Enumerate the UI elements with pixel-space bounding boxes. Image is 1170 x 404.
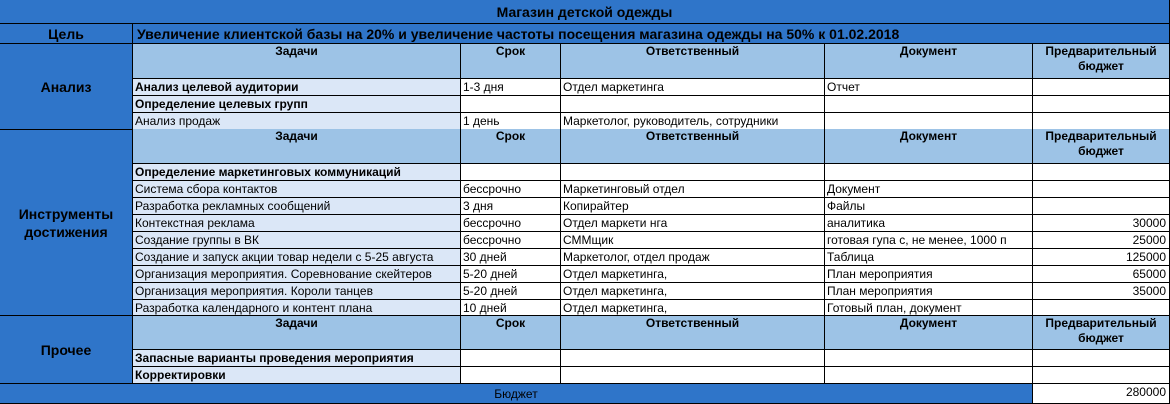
term-cell[interactable]	[461, 96, 561, 113]
responsible-cell[interactable]: Маркетолог, руководитель, сотрудники	[561, 113, 825, 130]
section-label[interactable]: Инструменты достижения	[0, 130, 133, 316]
document-cell[interactable]: План мероприятия	[825, 266, 1033, 283]
term-cell[interactable]: бессрочно	[461, 181, 561, 198]
goal-label[interactable]: Цель	[0, 24, 133, 44]
budget-cell[interactable]	[1033, 164, 1170, 181]
document-cell[interactable]: аналитика	[825, 215, 1033, 232]
column-header-budget[interactable]: Предварительный бюджет	[1033, 44, 1170, 79]
task-cell[interactable]: Разработка рекламных сообщений	[133, 198, 461, 215]
task-cell[interactable]: Определение целевых групп	[133, 96, 461, 113]
document-cell[interactable]	[825, 113, 1033, 130]
sheet-title[interactable]: Магазин детской одежды	[0, 0, 1170, 24]
task-cell[interactable]: Запасные варианты проведения мероприятия	[133, 350, 461, 367]
document-cell[interactable]	[825, 367, 1033, 384]
term-cell[interactable]: 30 дней	[461, 249, 561, 266]
document-cell[interactable]: Готовый план, документ	[825, 300, 1033, 316]
budget-cell[interactable]	[1033, 79, 1170, 96]
budget-cell[interactable]: 65000	[1033, 266, 1170, 283]
budget-cell[interactable]: 25000	[1033, 232, 1170, 249]
task-cell[interactable]: Создание группы в ВК	[133, 232, 461, 249]
task-cell[interactable]: Система сбора контактов	[133, 181, 461, 198]
term-cell[interactable]: бессрочно	[461, 215, 561, 232]
responsible-cell[interactable]	[561, 96, 825, 113]
column-header-tasks[interactable]: Задачи	[133, 316, 461, 350]
document-cell[interactable]: готовая гупа с, не менее, 1000 п	[825, 232, 1033, 249]
document-cell[interactable]: План мероприятия	[825, 283, 1033, 300]
term-cell[interactable]: 10 дней	[461, 300, 561, 316]
responsible-cell[interactable]: Копирайтер	[561, 198, 825, 215]
task-cell[interactable]: Анализ продаж	[133, 113, 461, 130]
section-label[interactable]: Прочее	[0, 316, 133, 384]
responsible-cell[interactable]: Отдел маркети нга	[561, 215, 825, 232]
budget-total-label[interactable]: Бюджет	[0, 384, 1033, 404]
budget-cell[interactable]	[1033, 113, 1170, 130]
term-cell[interactable]	[461, 164, 561, 181]
column-header-budget[interactable]: Предварительный бюджет	[1033, 316, 1170, 350]
task-cell[interactable]: Создание и запуск акции товар недели с 5-25 августа	[133, 249, 461, 266]
term-cell[interactable]	[461, 350, 561, 367]
responsible-cell[interactable]: Маркетолог, отдел продаж	[561, 249, 825, 266]
document-cell[interactable]: Отчет	[825, 79, 1033, 96]
column-header-document[interactable]: Документ	[825, 44, 1033, 79]
task-cell[interactable]: Контекстная реклама	[133, 215, 461, 232]
budget-total-value[interactable]: 280000	[1033, 384, 1170, 404]
term-cell[interactable]: 1-3 дня	[461, 79, 561, 96]
task-cell[interactable]: Организация мероприятия. Короли танцев	[133, 283, 461, 300]
responsible-cell[interactable]	[561, 367, 825, 384]
document-cell[interactable]: Документ	[825, 181, 1033, 198]
task-cell[interactable]: Определение маркетинговых коммуникаций	[133, 164, 461, 181]
column-header-document[interactable]: Документ	[825, 316, 1033, 350]
goal-text[interactable]: Увеличение клиентской базы на 20% и увеличение частоты посещения магазина одежды на 50% к 01.02.2018	[133, 24, 1170, 44]
budget-cell[interactable]: 35000	[1033, 283, 1170, 300]
responsible-cell[interactable]: СММщик	[561, 232, 825, 249]
budget-cell[interactable]	[1033, 198, 1170, 215]
responsible-cell[interactable]: Отдел маркетинга	[561, 79, 825, 96]
document-cell[interactable]	[825, 350, 1033, 367]
responsible-cell[interactable]: Отдел маркетинга,	[561, 300, 825, 316]
document-cell[interactable]: Файлы	[825, 198, 1033, 215]
section-label[interactable]: Анализ	[0, 44, 133, 130]
column-header-tasks[interactable]: Задачи	[133, 44, 461, 79]
responsible-cell[interactable]	[561, 164, 825, 181]
budget-cell[interactable]: 125000	[1033, 249, 1170, 266]
column-header-responsible[interactable]: Ответственный	[561, 44, 825, 79]
responsible-cell[interactable]: Отдел маркетинга,	[561, 283, 825, 300]
task-cell[interactable]: Анализ целевой аудитории	[133, 79, 461, 96]
term-cell[interactable]: 5-20 дней	[461, 283, 561, 300]
document-cell[interactable]	[825, 96, 1033, 113]
budget-cell[interactable]	[1033, 367, 1170, 384]
column-header-responsible[interactable]: Ответственный	[561, 316, 825, 350]
responsible-cell[interactable]: Маркетинговый отдел	[561, 181, 825, 198]
budget-cell[interactable]: 30000	[1033, 215, 1170, 232]
term-cell[interactable]	[461, 367, 561, 384]
responsible-cell[interactable]: Отдел маркетинга,	[561, 266, 825, 283]
term-cell[interactable]: 1 день	[461, 113, 561, 130]
budget-cell[interactable]	[1033, 300, 1170, 316]
term-cell[interactable]: бессрочно	[461, 232, 561, 249]
budget-cell[interactable]	[1033, 96, 1170, 113]
budget-cell[interactable]	[1033, 181, 1170, 198]
term-cell[interactable]: 3 дня	[461, 198, 561, 215]
document-cell[interactable]: Таблица	[825, 249, 1033, 266]
responsible-cell[interactable]	[561, 350, 825, 367]
term-cell[interactable]: 5-20 дней	[461, 266, 561, 283]
task-cell[interactable]: Разработка календарного и контент плана	[133, 300, 461, 316]
column-header-tasks[interactable]: Задачи	[133, 129, 461, 164]
task-cell[interactable]: Корректировки	[133, 367, 461, 384]
document-cell[interactable]	[825, 164, 1033, 181]
column-header-term[interactable]: Срок	[461, 129, 561, 164]
budget-cell[interactable]	[1033, 350, 1170, 367]
column-header-term[interactable]: Срок	[461, 44, 561, 79]
column-header-responsible[interactable]: Ответственный	[561, 129, 825, 164]
task-cell[interactable]: Организация мероприятия. Соревнование скейтеров	[133, 266, 461, 283]
column-header-document[interactable]: Документ	[825, 129, 1033, 164]
column-header-term[interactable]: Срок	[461, 316, 561, 350]
column-header-budget[interactable]: Предварительный бюджет	[1033, 129, 1170, 164]
